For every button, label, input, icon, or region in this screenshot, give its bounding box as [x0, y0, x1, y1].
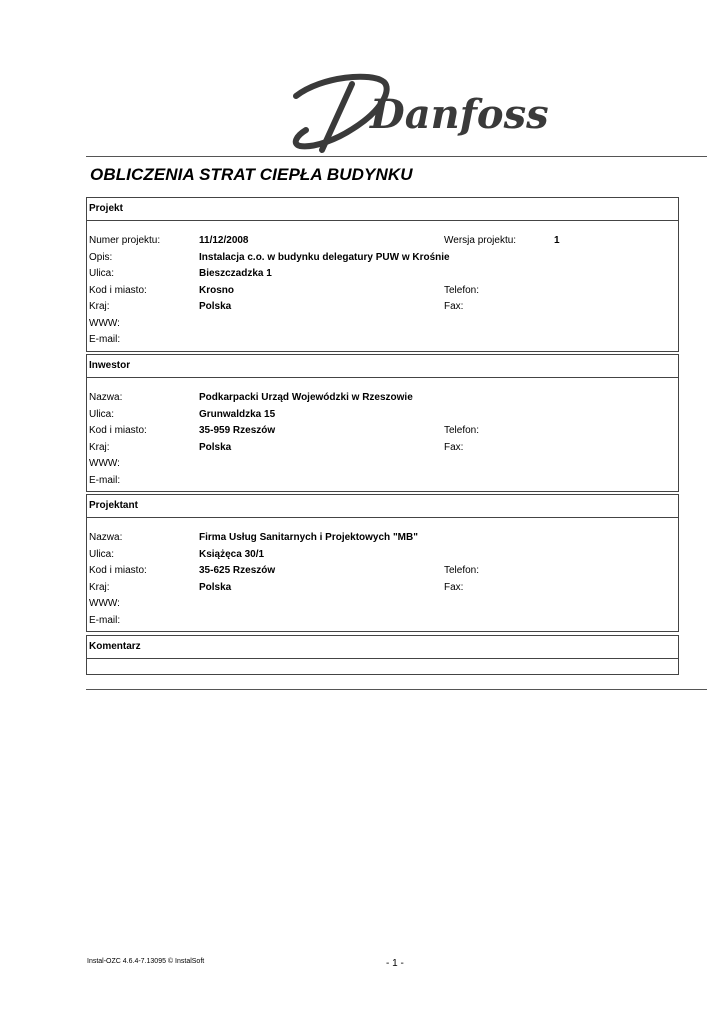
ulica-label: Ulica:: [89, 268, 115, 279]
kraj-value: Polska: [199, 581, 232, 593]
wersja-label: Wersja projektu:: [444, 235, 517, 246]
document-title: OBLICZENIA STRAT CIEPŁA BUDYNKU: [90, 165, 413, 184]
telefon-label: Telefon:: [444, 425, 480, 436]
inwestor-header: Inwestor: [87, 355, 678, 378]
inwestor-ulica-row: [87, 407, 678, 424]
page-number: - 1 -: [386, 958, 404, 969]
projekt-www-row: [87, 316, 678, 333]
projekt-section: [86, 197, 679, 352]
ulica-label: Ulica:: [89, 408, 115, 420]
projekt-ulica-row: [87, 266, 678, 283]
nazwa-label: Nazwa:: [89, 392, 123, 403]
projektant-section: [86, 494, 679, 632]
nazwa-label: Nazwa:: [89, 532, 123, 543]
opis-label: Opis:: [89, 251, 113, 263]
projekt-opis-row: [87, 250, 678, 267]
top-divider: [86, 156, 707, 157]
kod-label: Kod i miasto:: [89, 284, 147, 296]
kraj-value: Polska: [199, 301, 232, 312]
inwestor-email-row: [87, 473, 678, 490]
opis-value: Instalacja c.o. w budynku delegatury PUW w Krośnie: [199, 251, 450, 263]
projekt-email-row: [87, 332, 678, 349]
projektant-kod-row: [87, 563, 678, 580]
ulica-value: Książęca 30/1: [199, 548, 265, 560]
kraj-label: Kraj:: [89, 301, 110, 312]
projektant-www-row: [87, 596, 678, 613]
komentarz-section: [86, 635, 679, 675]
www-label: WWW:: [89, 458, 120, 469]
ulica-value: Bieszczadzka 1: [199, 268, 272, 279]
wersja-value: 1: [554, 235, 560, 246]
kod-value: Krosno: [199, 284, 234, 296]
numer-value: 11/12/2008: [199, 235, 249, 246]
danfoss-logo: [292, 66, 549, 156]
inwestor-nazwa-row: [87, 390, 678, 407]
fax-label: Fax:: [444, 301, 464, 312]
inwestor-www-row: [87, 456, 678, 473]
kod-label: Kod i miasto:: [89, 565, 147, 576]
projektant-nazwa-row: [87, 530, 678, 547]
inwestor-section: [86, 354, 679, 492]
projektant-header: Projektant: [87, 495, 678, 518]
email-label: E-mail:: [89, 334, 121, 345]
telefon-label: Telefon:: [444, 284, 480, 296]
projekt-numer-row: [87, 233, 678, 250]
www-label: WWW:: [89, 598, 120, 609]
kod-label: Kod i miasto:: [89, 425, 147, 436]
telefon-label: Telefon:: [444, 565, 480, 576]
ulica-label: Ulica:: [89, 548, 115, 560]
nazwa-value: Firma Usług Sanitarnych i Projektowych "MB": [199, 532, 418, 543]
komentarz-header: Komentarz: [87, 636, 678, 659]
nazwa-value: Podkarpacki Urząd Wojewódzki w Rzeszowie: [199, 392, 413, 403]
kraj-label: Kraj:: [89, 581, 110, 593]
software-credit: Instal-OZC 4.6.4-7.13095 © InstalSoft: [87, 958, 205, 965]
fax-label: Fax:: [444, 581, 464, 593]
inwestor-kod-row: [87, 423, 678, 440]
projektant-email-row: [87, 613, 678, 630]
projekt-kod-row: [87, 283, 678, 300]
email-label: E-mail:: [89, 614, 121, 626]
inwestor-kraj-row: [87, 440, 678, 457]
kod-value: 35-625 Rzeszów: [199, 565, 276, 576]
kod-value: 35-959 Rzeszów: [199, 425, 276, 436]
fax-label: Fax:: [444, 441, 464, 453]
bottom-divider: [86, 689, 707, 690]
kraj-label: Kraj:: [89, 441, 110, 453]
numer-label: Numer projektu:: [89, 235, 161, 246]
projektant-kraj-row: [87, 580, 678, 597]
kraj-value: Polska: [199, 441, 232, 453]
www-label: WWW:: [89, 317, 120, 329]
ulica-value: Grunwaldzka 15: [199, 408, 276, 420]
projekt-header: Projekt: [87, 198, 678, 221]
email-label: E-mail:: [89, 474, 121, 486]
projekt-kraj-row: [87, 299, 678, 316]
svg-text:Danfoss: Danfoss: [370, 91, 549, 138]
projektant-ulica-row: [87, 547, 678, 564]
